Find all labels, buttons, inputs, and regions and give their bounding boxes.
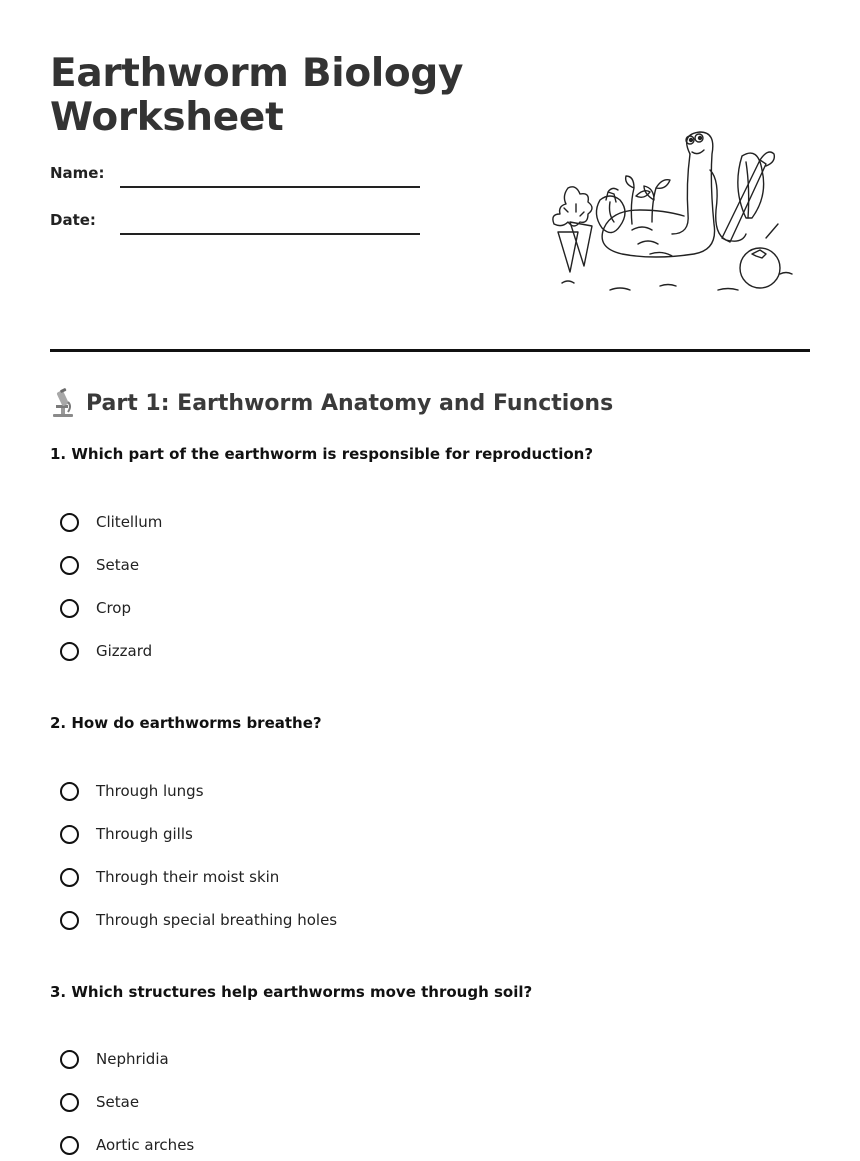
option-q1-a[interactable]: Clitellum [60, 509, 162, 535]
radio-button[interactable] [60, 1050, 79, 1069]
radio-button[interactable] [60, 868, 79, 887]
option-q2-b[interactable]: Through gills [60, 821, 193, 847]
radio-button[interactable] [60, 911, 79, 930]
radio-button[interactable] [60, 1136, 79, 1155]
radio-button[interactable] [60, 1093, 79, 1112]
option-q2-a[interactable]: Through lungs [60, 778, 204, 804]
date-field[interactable] [50, 211, 420, 235]
date-line[interactable] [120, 233, 420, 235]
option-q1-d[interactable]: Gizzard [60, 638, 152, 664]
radio-button[interactable] [60, 513, 79, 532]
section-divider [50, 349, 810, 352]
microscope-icon [50, 388, 76, 418]
section-title-text: Part 1: Earthworm Anatomy and Functions [86, 390, 614, 416]
question-1: 1. Which part of the earthworm is responsible for reproduction? [50, 445, 594, 463]
question-2: 2. How do earthworms breathe? [50, 714, 322, 732]
radio-button[interactable] [60, 825, 79, 844]
question-3: 3. Which structures help earthworms move through soil? [50, 983, 533, 1001]
option-q2-d[interactable]: Through special breathing holes [60, 907, 337, 933]
option-q3-b[interactable]: Setae [60, 1089, 139, 1115]
radio-button[interactable] [60, 556, 79, 575]
option-q1-b[interactable]: Setae [60, 552, 139, 578]
option-q2-c[interactable]: Through their moist skin [60, 864, 279, 890]
name-field[interactable] [50, 164, 420, 188]
date-label: Date: [50, 211, 96, 229]
option-q3-c[interactable]: Aortic arches [60, 1132, 194, 1158]
earthworm-illustration [540, 126, 802, 298]
radio-button[interactable] [60, 599, 79, 618]
section-heading [50, 388, 613, 418]
name-line[interactable] [120, 186, 420, 188]
option-q1-c[interactable]: Crop [60, 595, 131, 621]
option-q3-a[interactable]: Nephridia [60, 1046, 169, 1072]
name-label: Name: [50, 164, 105, 182]
radio-button[interactable] [60, 642, 79, 661]
radio-button[interactable] [60, 782, 79, 801]
worksheet-title: Earthworm Biology Worksheet [50, 51, 464, 140]
